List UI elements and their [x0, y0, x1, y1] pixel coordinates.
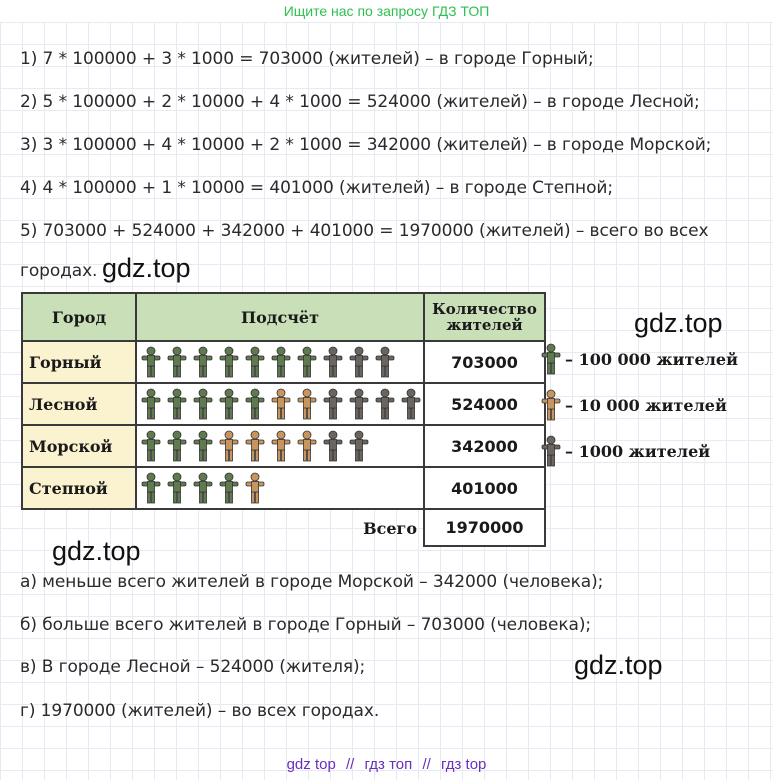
city-name: Горный — [22, 341, 136, 383]
table-row — [22, 383, 545, 425]
blank-cell — [22, 509, 136, 546]
person-10000-icon — [269, 388, 293, 420]
watermark-4: gdz.top — [574, 650, 663, 680]
person-1000-icon — [321, 430, 345, 462]
person-100000-icon — [165, 472, 189, 504]
pictogram-table — [21, 292, 546, 547]
watermark-2: gdz.top — [634, 308, 723, 338]
solution-line-4: 4) 4 * 100000 + 1 * 10000 = 401000 (жителей) – в городе Степной; — [20, 178, 613, 198]
person-100000-icon — [165, 388, 189, 420]
solution-line-1: 1) 7 * 100000 + 3 * 1000 = 703000 (жителей) – в городе Горный; — [20, 49, 594, 69]
person-10000-icon — [217, 430, 241, 462]
table-header-row — [22, 293, 545, 341]
footer-links — [0, 756, 773, 773]
footer-link[interactable]: gdz top — [286, 756, 336, 773]
person-100000-icon — [139, 388, 163, 420]
tally-cell — [136, 341, 424, 383]
tally-cell — [136, 383, 424, 425]
person-1000-icon — [373, 346, 397, 378]
solution-line-6: городах. — [20, 261, 98, 281]
legend-label: – 100 000 жителей — [565, 349, 738, 369]
person-100000-icon — [139, 346, 163, 378]
solution-line-5: 5) 703000 + 524000 + 342000 + 401000 = 1970000 (жителей) – всего во всех — [20, 221, 709, 241]
person-1000-icon — [321, 388, 345, 420]
city-name: Лесной — [22, 383, 136, 425]
legend — [539, 345, 738, 465]
person-100000-icon — [269, 346, 293, 378]
tally-cell — [136, 425, 424, 467]
header-city: Город — [22, 293, 136, 341]
answer-a: а) меньше всего жителей в городе Морской – 342000 (человека); — [20, 572, 604, 592]
table-row — [22, 467, 545, 509]
tally-cell — [136, 467, 424, 509]
footer-separator: // — [345, 756, 355, 773]
person-10000-icon — [295, 430, 319, 462]
person-100000-icon — [191, 346, 215, 378]
person-1000-icon — [347, 388, 371, 420]
watermark-3: gdz.top — [52, 536, 141, 566]
legend-item — [539, 391, 738, 419]
person-100000-icon — [191, 472, 215, 504]
city-name: Степной — [22, 467, 136, 509]
person-10000-icon — [539, 389, 563, 421]
header-count: Количество жителей — [424, 293, 545, 341]
person-100000-icon — [217, 346, 241, 378]
legend-item — [539, 345, 738, 373]
count-value: 401000 — [424, 467, 545, 509]
legend-label: – 1000 жителей — [565, 441, 711, 461]
person-1000-icon — [347, 430, 371, 462]
city-name: Морской — [22, 425, 136, 467]
top-banner: Ищите нас по запросу ГДЗ ТОП — [0, 0, 773, 22]
answer-d: г) 1970000 (жителей) – во всех городах. — [20, 701, 380, 721]
header-tally: Подсчёт — [136, 293, 424, 341]
watermark-1: gdz.top — [102, 253, 191, 283]
person-100000-icon — [139, 472, 163, 504]
person-1000-icon — [321, 346, 345, 378]
person-100000-icon — [243, 388, 267, 420]
person-1000-icon — [347, 346, 371, 378]
person-10000-icon — [295, 388, 319, 420]
total-label: Всего — [136, 509, 424, 546]
count-value: 524000 — [424, 383, 545, 425]
solution-line-3: 3) 3 * 100000 + 4 * 10000 + 2 * 1000 = 342000 (жителей) – в городе Морской; — [20, 135, 712, 155]
person-100000-icon — [139, 430, 163, 462]
person-100000-icon — [243, 346, 267, 378]
legend-item — [539, 437, 738, 465]
footer-link[interactable]: гдз топ — [364, 756, 413, 773]
solution-line-2: 2) 5 * 100000 + 2 * 10000 + 4 * 1000 = 524000 (жителей) – в городе Лесной; — [20, 92, 700, 112]
person-100000-icon — [539, 343, 563, 375]
person-100000-icon — [165, 346, 189, 378]
person-100000-icon — [191, 430, 215, 462]
count-value: 342000 — [424, 425, 545, 467]
footer-link[interactable]: гдз top — [440, 756, 487, 773]
person-10000-icon — [243, 430, 267, 462]
answer-b: б) больше всего жителей в городе Горный – 703000 (человека); — [20, 615, 592, 635]
person-100000-icon — [165, 430, 189, 462]
legend-label: – 10 000 жителей — [565, 395, 727, 415]
person-1000-icon — [399, 388, 423, 420]
person-100000-icon — [191, 388, 215, 420]
person-100000-icon — [217, 472, 241, 504]
table-row — [22, 341, 545, 383]
table-total-row — [22, 509, 545, 546]
answer-c: в) В городе Лесной – 524000 (жителя); — [20, 657, 366, 677]
footer-separator: // — [422, 756, 431, 773]
person-1000-icon — [539, 435, 563, 467]
table-row — [22, 425, 545, 467]
person-10000-icon — [243, 472, 267, 504]
person-100000-icon — [295, 346, 319, 378]
person-10000-icon — [269, 430, 293, 462]
person-100000-icon — [217, 388, 241, 420]
total-value: 1970000 — [424, 509, 545, 546]
count-value: 703000 — [424, 341, 545, 383]
person-1000-icon — [373, 388, 397, 420]
